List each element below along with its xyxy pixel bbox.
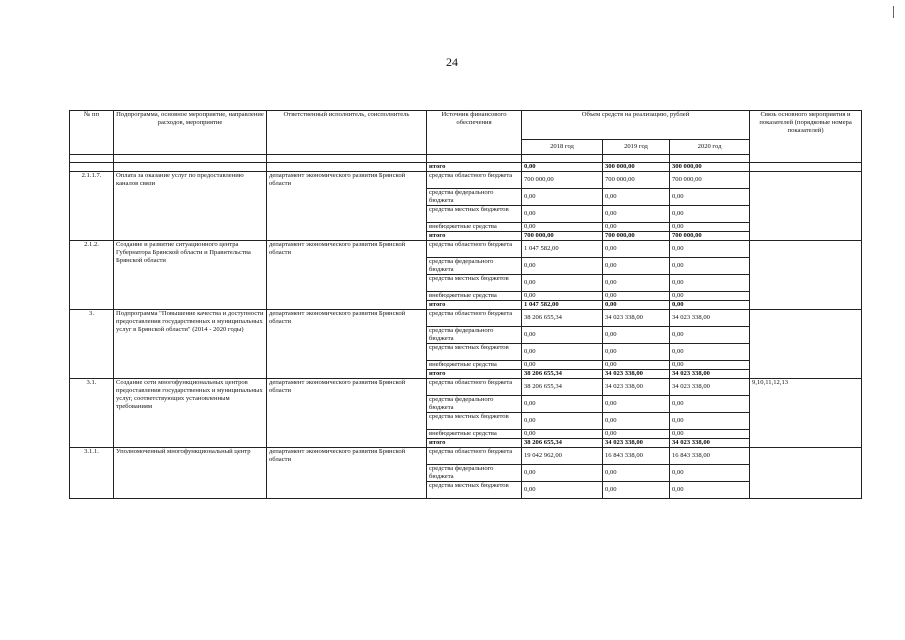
value-2019: 0,00 (603, 465, 670, 482)
source-cell: средства областного бюджета (427, 310, 522, 327)
source-cell: средства федерального бюджета (427, 258, 522, 275)
value-2020: 0,00 (670, 241, 750, 258)
value-2020: 34 023 338,00 (670, 310, 750, 327)
value-2018: 0,00 (522, 361, 603, 370)
source-cell: средства местных бюджетов (427, 275, 522, 292)
value-2018: 1 047 582,00 (522, 241, 603, 258)
source-cell: средства местных бюджетов (427, 206, 522, 223)
source-cell: средства местных бюджетов (427, 413, 522, 430)
source-cell: средства федерального бюджета (427, 327, 522, 344)
value-2018: 700 000,00 (522, 232, 603, 241)
value-2018: 0,00 (522, 482, 603, 499)
executor-name: департамент экономического развития Брянской области (267, 448, 427, 499)
value-2020: 0,00 (670, 223, 750, 232)
header-volume: Объем средств на реализацию, рублей (522, 111, 750, 140)
value-2020: 0,00 (670, 413, 750, 430)
value-2018: 0,00 (522, 344, 603, 361)
value-2019: 34 023 338,00 (603, 310, 670, 327)
value-2020: 700 000,00 (670, 232, 750, 241)
value-2018: 0,00 (522, 327, 603, 344)
value-2019: 0,00 (603, 275, 670, 292)
row-number: 2.1.2. (70, 241, 114, 310)
value-2020: 0,00 (670, 361, 750, 370)
source-cell: средства областного бюджета (427, 241, 522, 258)
row-number: 3.1. (70, 379, 114, 448)
value-2019: 0,00 (603, 430, 670, 439)
source-cell: внебюджетные средства (427, 223, 522, 232)
indicator-link: 9,10,11,12,13 (750, 379, 862, 448)
program-name: Уполномоченный многофункциональный центр (114, 448, 267, 499)
program-name: Оплата за оказание услуг по предоставлению каналов связи (114, 172, 267, 241)
table-row (70, 310, 862, 327)
value-2020: 34 023 338,00 (670, 379, 750, 396)
value-2020: 700 000,00 (670, 172, 750, 189)
value-2020: 0,00 (670, 327, 750, 344)
value-2018: 0,00 (522, 413, 603, 430)
value-2019: 34 023 338,00 (603, 379, 670, 396)
value-2018: 38 206 655,34 (522, 310, 603, 327)
value-2020: 0,00 (670, 301, 750, 310)
value-2019: 34 023 338,00 (603, 370, 670, 379)
page-number: 24 (446, 55, 458, 69)
program-name: Подпрограмма "Повышение качества и доступности предоставления государственных и муниципальных услуг в Брянской области" (2014 - 2020 годы) (114, 310, 267, 379)
value-2019: 0,00 (603, 189, 670, 206)
row-number: 3. (70, 310, 114, 379)
value-2019: 0,00 (603, 223, 670, 232)
executor-name: департамент экономического развития Брянской области (267, 241, 427, 310)
value-2019: 0,00 (603, 482, 670, 499)
value-2018: 0,00 (522, 465, 603, 482)
value-2020: 0,00 (670, 465, 750, 482)
value-2018: 700 000,00 (522, 172, 603, 189)
value-2018: 38 206 655,34 (522, 370, 603, 379)
source-cell: внебюджетные средства (427, 430, 522, 439)
value-2018: 0,00 (522, 430, 603, 439)
value-2019: 0,00 (603, 413, 670, 430)
value-2018: 19 042 962,00 (522, 448, 603, 465)
value-2019: 0,00 (603, 241, 670, 258)
header-num: № пп (70, 111, 114, 155)
source-cell: итого (427, 232, 522, 241)
header-source: Источник финансового обеспечения (427, 111, 522, 155)
source-cell: средства областного бюджета (427, 448, 522, 465)
source-cell: внебюджетные средства (427, 361, 522, 370)
value-2019: 0,00 (603, 361, 670, 370)
value-2019: 0,00 (603, 344, 670, 361)
value-2019: 0,00 (603, 292, 670, 301)
source-cell: итого (427, 163, 522, 172)
value-2018: 0,00 (522, 396, 603, 413)
value-2020: 0,00 (670, 396, 750, 413)
value-2019: 0,00 (603, 258, 670, 275)
executor-name: департамент экономического развития Брянской области (267, 379, 427, 448)
value-2020: 0,00 (670, 344, 750, 361)
value-2019: 0,00 (603, 327, 670, 344)
source-cell: средства областного бюджета (427, 379, 522, 396)
table-row (70, 448, 862, 465)
value-2020: 0,00 (670, 275, 750, 292)
header-executor: Ответственный исполнитель, соисполнитель (267, 111, 427, 155)
indicator-link (750, 241, 862, 310)
value-2018: 0,00 (522, 292, 603, 301)
value-2020: 16 843 338,00 (670, 448, 750, 465)
source-cell: внебюджетные средства (427, 292, 522, 301)
value-2019: 0,00 (603, 301, 670, 310)
value-2019: 16 843 338,00 (603, 448, 670, 465)
value-2018: 0,00 (522, 258, 603, 275)
table-row (70, 379, 862, 396)
source-cell: средства областного бюджета (427, 172, 522, 189)
source-cell: средства местных бюджетов (427, 344, 522, 361)
value-2019: 300 000,00 (603, 163, 670, 172)
source-cell: средства федерального бюджета (427, 396, 522, 413)
value-2019: 700 000,00 (603, 232, 670, 241)
value-2018: 0,00 (522, 223, 603, 232)
value-2020: 0,00 (670, 189, 750, 206)
value-2018: 38 206 655,34 (522, 379, 603, 396)
header-row (70, 111, 862, 140)
executor-name: департамент экономического развития Брянской области (267, 310, 427, 379)
value-2020: 300 000,00 (670, 163, 750, 172)
table-row (70, 163, 862, 172)
value-2020: 0,00 (670, 206, 750, 223)
table-row (70, 172, 862, 189)
budget-table (69, 110, 862, 499)
program-name: Создание сети многофункциональных центров предоставления государственных и муниципальных услуг, соответствующих установленным требованиям (114, 379, 267, 448)
source-cell: итого (427, 301, 522, 310)
value-2019: 0,00 (603, 206, 670, 223)
value-2020: 0,00 (670, 430, 750, 439)
header-year-2020: 2020 год (670, 140, 750, 155)
value-2020: 34 023 338,00 (670, 370, 750, 379)
source-cell: средства местных бюджетов (427, 482, 522, 499)
value-2020: 0,00 (670, 482, 750, 499)
source-cell: средства федерального бюджета (427, 465, 522, 482)
value-2019: 34 023 338,00 (603, 439, 670, 448)
value-2019: 700 000,00 (603, 172, 670, 189)
indicator-link (750, 448, 862, 499)
value-2018: 0,00 (522, 275, 603, 292)
value-2018: 0,00 (522, 163, 603, 172)
value-2019: 0,00 (603, 396, 670, 413)
value-2020: 0,00 (670, 292, 750, 301)
executor-name: департамент экономического развития Брянской области (267, 172, 427, 241)
row-number: 3.1.1. (70, 448, 114, 499)
indicator-link (750, 172, 862, 241)
corner-mark (893, 6, 894, 18)
value-2020: 0,00 (670, 258, 750, 275)
header-year-2019: 2019 год (603, 140, 670, 155)
source-cell: итого (427, 439, 522, 448)
program-name: Создание и развитие ситуационного центра Губернатора Брянской области и Правительства Брянской области (114, 241, 267, 310)
source-cell: итого (427, 370, 522, 379)
spacer-row (70, 155, 862, 163)
header-program: Подпрограмма, основное мероприятие, направление расходов, мероприятие (114, 111, 267, 155)
source-cell: средства федерального бюджета (427, 189, 522, 206)
table-row (70, 241, 862, 258)
header-year-2018: 2018 год (522, 140, 603, 155)
row-number: 2.1.1.7. (70, 172, 114, 241)
value-2018: 0,00 (522, 206, 603, 223)
value-2018: 0,00 (522, 189, 603, 206)
value-2020: 34 023 338,00 (670, 439, 750, 448)
header-link: Связь основного мероприятия и показателей (порядковые номера показателей) (750, 111, 862, 163)
indicator-link (750, 310, 862, 379)
value-2018: 1 047 582,00 (522, 301, 603, 310)
value-2018: 38 206 655,34 (522, 439, 603, 448)
